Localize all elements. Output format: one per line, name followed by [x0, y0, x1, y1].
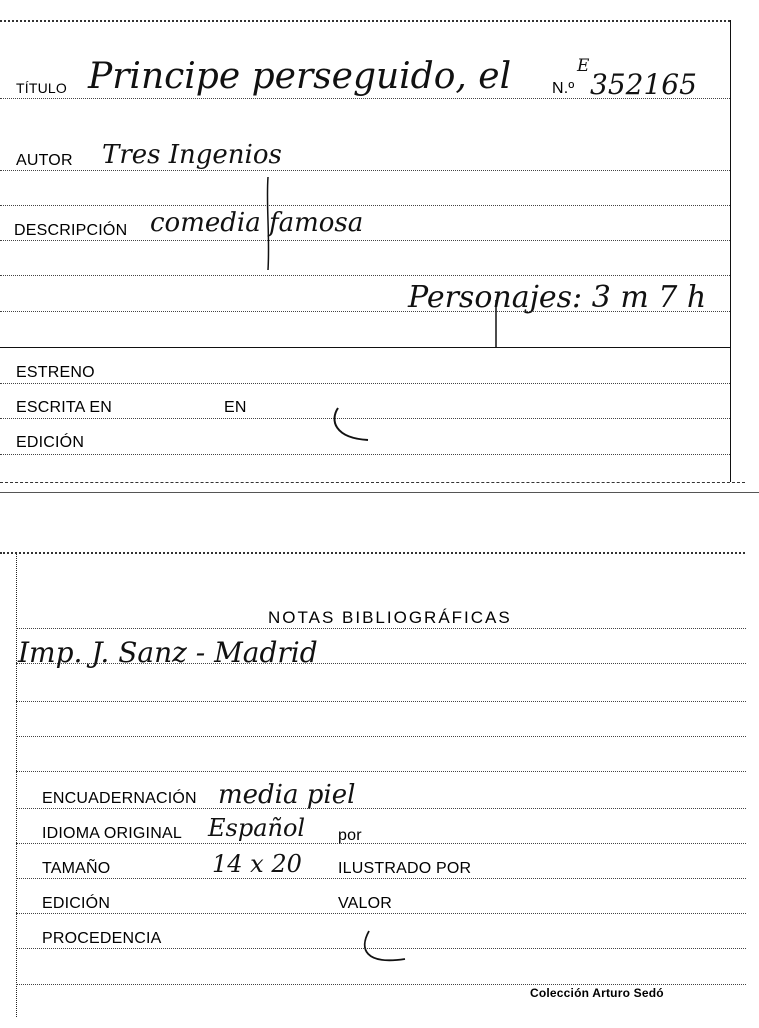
heading-notas-bibliograficas: NOTAS BIBLIOGRÁFICAS [268, 608, 512, 627]
rule-line [16, 701, 746, 702]
card-top-edge [0, 20, 730, 22]
label-estreno: ESTRENO [16, 364, 95, 381]
rule-line [16, 843, 746, 844]
label-edicion: EDICIÓN [16, 434, 85, 451]
rule-line [0, 347, 730, 348]
rule-line [16, 736, 746, 737]
handwritten-numero: 352165 [590, 68, 697, 101]
rule-line [0, 275, 730, 276]
rule-line [16, 878, 746, 879]
handwritten-notas: Imp. J. Sanz - Madrid [18, 636, 318, 669]
label-procedencia: PROCEDENCIA [42, 930, 162, 947]
label-numero: N.º [552, 80, 575, 97]
handwritten-autor: Tres Ingenios [102, 140, 282, 170]
label-encuadernacion: ENCUADERNACIÓN [42, 790, 197, 807]
label-edicion-2: EDICIÓN [42, 895, 111, 912]
pen-mark [490, 300, 502, 350]
label-ilustrado-por: ILUSTRADO POR [338, 860, 472, 877]
handwritten-descripcion: comedia famosa [150, 208, 364, 238]
pen-mark [355, 925, 415, 975]
label-tamano: TAMAÑO [42, 860, 111, 877]
label-por: por [338, 827, 362, 844]
handwritten-personajes: Personajes: 3 m 7 h [408, 280, 707, 315]
handwritten-idioma: Español [208, 814, 306, 842]
label-autor: AUTOR [16, 152, 73, 169]
card-bottom-edge [0, 482, 745, 483]
rule-line [0, 240, 730, 241]
label-descripcion: DESCRIPCIÓN [14, 222, 128, 239]
handwritten-encuadernacion: media piel [218, 780, 356, 810]
label-valor: VALOR [338, 895, 393, 912]
card-right-border [730, 20, 731, 482]
pen-mark [260, 175, 280, 275]
catalog-card-top [0, 0, 759, 500]
label-coleccion: Colección Arturo Sedó [530, 986, 664, 1000]
rule-line [16, 913, 746, 914]
handwritten-tamano: 14 x 20 [212, 850, 302, 878]
pen-mark [320, 400, 380, 450]
rule-line [16, 771, 746, 772]
rule-line [16, 984, 746, 985]
rule-line [0, 170, 730, 171]
label-escrita-en: ESCRITA EN [16, 399, 112, 416]
catalog-card-bottom [0, 540, 759, 1028]
rule-line [0, 205, 730, 206]
label-en: EN [224, 399, 247, 416]
rule-line [0, 454, 730, 455]
handwritten-numero-prefix: E [577, 56, 590, 76]
card-divider [0, 492, 759, 493]
rule-line [16, 808, 746, 809]
rule-line [16, 628, 746, 629]
handwritten-titulo: Principe perseguido, el [88, 56, 512, 97]
card-top-edge [0, 552, 745, 554]
rule-line [0, 383, 730, 384]
label-idioma-original: IDIOMA ORIGINAL [42, 825, 182, 842]
label-titulo: TÍTULO [16, 80, 67, 96]
